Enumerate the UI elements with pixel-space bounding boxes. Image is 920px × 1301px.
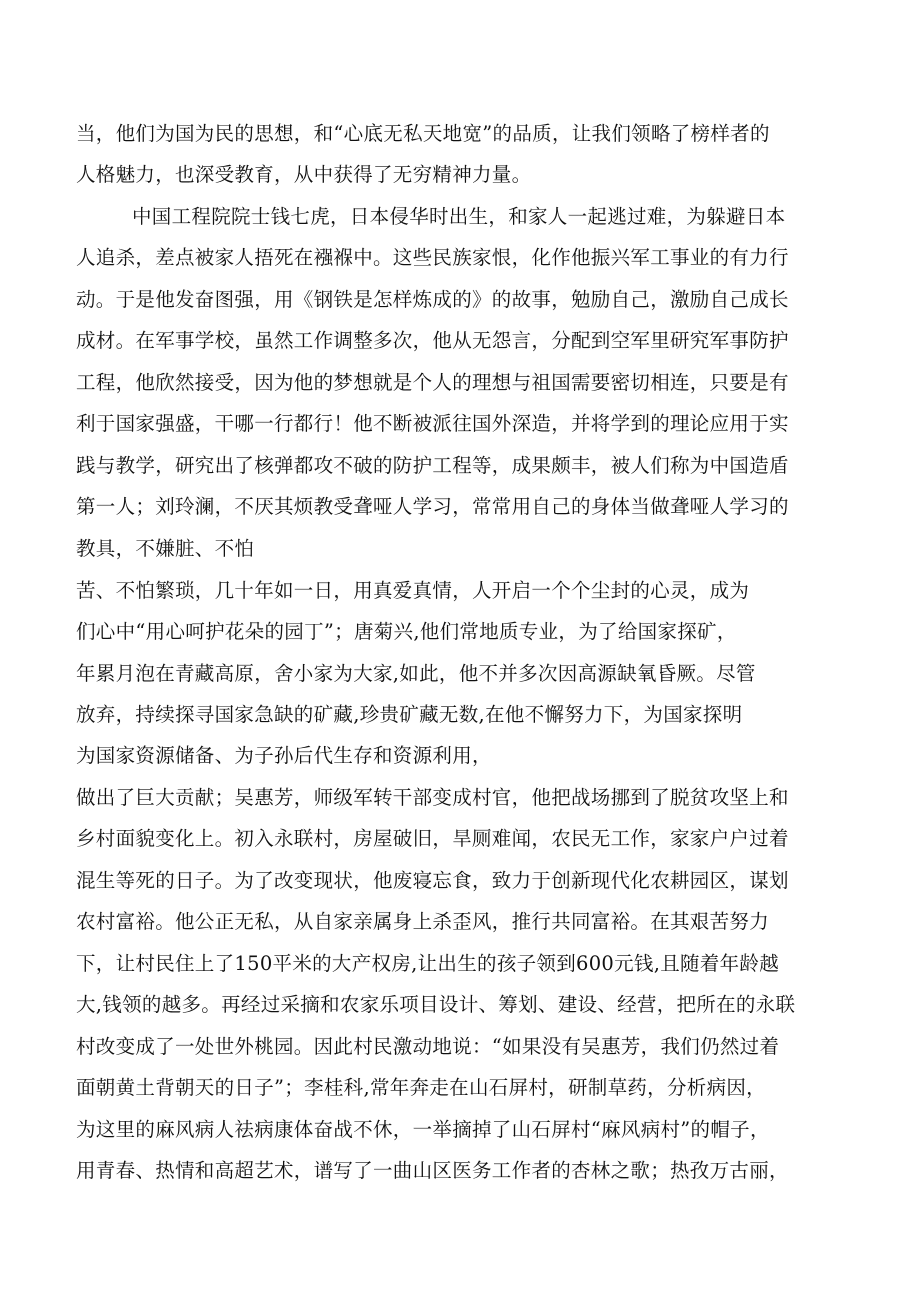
text-line: 面朝黄土背朝天的日子”；李桂科,常年奔走在山石屏村，研制草药，分析病因， <box>76 1076 766 1099</box>
text-line: 村改变成了一处世外桃园。因此村民激动地说：“如果没有吴惠芳，我们仍然过着 <box>76 1035 780 1058</box>
text-line: 下，让村民住上了150平米的大产权房,让出生的孩子领到600元钱,且随着年龄越 <box>76 952 780 975</box>
text-line: 工程，他欣然接受，因为他的梦想就是个人的理想与祖国需要密切相连，只要是有 <box>76 371 789 394</box>
text-line: 年累月泡在青藏高原，舍小家为大家,如此，他不并多次因高源缺氧昏厥。尽管 <box>76 662 756 685</box>
text-line: 放弃，持续探寻国家急缺的矿藏,珍贵矿藏无数,在他不懈努力下，为国家探明 <box>76 703 743 726</box>
text-line: 第一人；刘玲澜，不厌其烦教受聋哑人学习，常常用自己的身体当做聋哑人学习的 <box>76 495 789 518</box>
text-line: 做出了巨大贡献；吴惠芳，师级军转干部变成村官，他把战场挪到了脱贫攻坚上和 <box>76 786 789 809</box>
text-line: 利于国家强盛，干哪一行都行！他不断被派往国外深造，并将学到的理论应用于实 <box>76 412 789 435</box>
text-line: 们心中“用心呵护花朵的园丁”；唐菊兴,他们常地质专业，为了给国家探矿， <box>76 620 737 643</box>
text-line: 用青春、热情和高超艺术，谱写了一曲山区医务工作者的杏林之歌；热孜万古丽， <box>76 1159 789 1182</box>
text-line: 农村富裕。他公正无私，从自家亲属身上杀歪风，推行共同富裕。在其艰苦努力 <box>76 910 770 933</box>
text-line: 成材。在军事学校，虽然工作调整多次，他从无怨言，分配到空军里研究军事防护 <box>76 329 789 352</box>
text-line: 乡村面貌变化上。初入永联村，房屋破旧，旱厕难闻，农民无工作，家家户户过着 <box>76 827 789 850</box>
text-line: 大,钱领的越多。再经过采摘和农家乐项目设计、筹划、建设、经营，把所在的永联 <box>76 993 796 1016</box>
text-line: 混生等死的日子。为了改变现状，他废寝忘食，致力于创新现代化农耕园区，谋划 <box>76 869 789 892</box>
text-line: 中国工程院院士钱七虎，日本侵华时出生，和家人一起逃过难，为躲避日本 <box>132 205 786 228</box>
text-line: 教具，不嫌脏、不怕 <box>76 537 255 560</box>
text-line: 动。于是他发奋图强，用《钢铁是怎样炼成的》的故事，勉励自己，激励自己成长 <box>76 288 789 311</box>
text-line: 践与教学，研究出了核弹都攻不破的防护工程等，成果颇丰，被人们称为中国造盾 <box>76 454 789 477</box>
text-line: 为这里的麻风病人祛病康体奋战不休，一举摘掉了山石屏村“麻风病村”的帽子， <box>76 1118 770 1141</box>
text-line: 人格魅力，也深受教育，从中获得了无穷精神力量。 <box>76 163 532 186</box>
text-line: 当，他们为国为民的思想，和“心底无私天地宽”的品质，让我们领略了榜样者的 <box>76 122 770 145</box>
text-line: 苦、不怕繁琐，几十年如一日，用真爱真情，人开启一个个尘封的心灵，成为 <box>76 579 750 602</box>
text-line: 为国家资源储备、为子孙后代生存和资源利用， <box>76 744 492 767</box>
text-line: 人追杀，差点被家人捂死在襁褓中。这些民族家恨，化作他振兴军工事业的有力行 <box>76 246 789 269</box>
